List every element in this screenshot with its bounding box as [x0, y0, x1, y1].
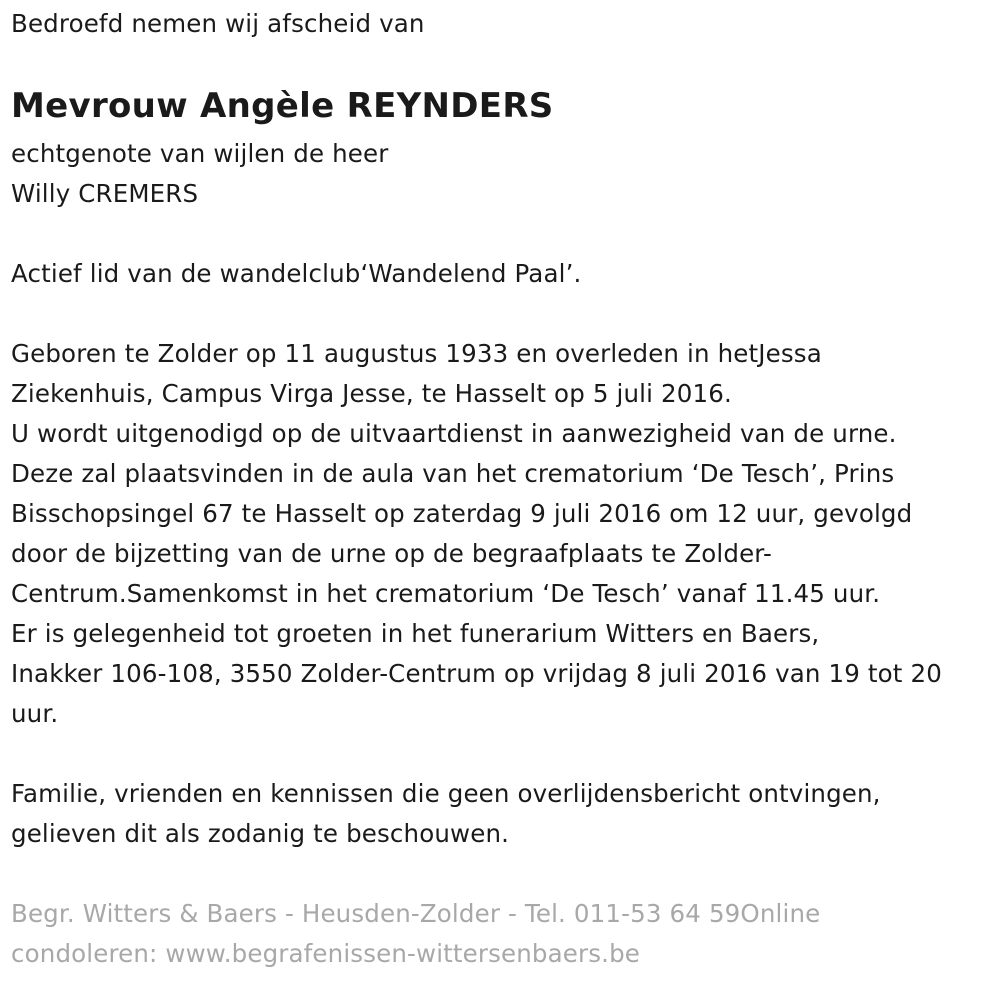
- main-line: U wordt uitgenodigd op de uitvaartdienst in aanwezigheid van de urne.: [11, 419, 897, 448]
- footer-condolence-line: condoleren: www.begrafenissen-wittersenbaers.be: [11, 939, 641, 968]
- club-line: Actief lid van de wandelclub‘Wandelend Paal’.: [11, 259, 582, 288]
- footer-block: [11, 894, 820, 974]
- main-line: door de bijzetting van de urne op de begraafplaats te Zolder-: [11, 539, 772, 568]
- main-line: Geboren te Zolder op 11 augustus 1933 en overleden in hetJessa: [11, 339, 822, 368]
- family-block: [11, 774, 881, 854]
- main-line: Inakker 106-108, 3550 Zolder-Centrum op vrijdag 8 juli 2016 van 19 tot 20: [11, 659, 942, 688]
- family-line: Familie, vrienden en kennissen die geen overlijdensbericht ontvingen,: [11, 779, 881, 808]
- main-line: Ziekenhuis, Campus Virga Jesse, te Hasselt op 5 juli 2016.: [11, 379, 732, 408]
- family-line: gelieven dit als zodanig te beschouwen.: [11, 819, 510, 848]
- deceased-name: Mevrouw Angèle REYNDERS: [11, 86, 554, 126]
- main-text-block: [11, 334, 942, 734]
- spouse-name: Willy CREMERS: [11, 179, 199, 208]
- main-line: Centrum.Samenkomst in het crematorium ‘De Tesch’ vanaf 11.45 uur.: [11, 579, 881, 608]
- main-line: Deze zal plaatsvinden in de aula van het crematorium ‘De Tesch’, Prins: [11, 459, 895, 488]
- footer-contact-line: Begr. Witters & Baers - Heusden-Zolder - Tel. 011-53 64 59Online: [11, 899, 821, 928]
- spouse-block: [11, 134, 388, 214]
- main-line: Er is gelegenheid tot groeten in het funerarium Witters en Baers,: [11, 619, 820, 648]
- intro-text: Bedroefd nemen wij afscheid van: [11, 9, 425, 38]
- spouse-line: echtgenote van wijlen de heer: [11, 139, 389, 168]
- club-block: [11, 254, 581, 294]
- main-line: uur.: [11, 699, 59, 728]
- main-line: Bisschopsingel 67 te Hasselt op zaterdag 9 juli 2016 om 12 uur, gevolgd: [11, 499, 913, 528]
